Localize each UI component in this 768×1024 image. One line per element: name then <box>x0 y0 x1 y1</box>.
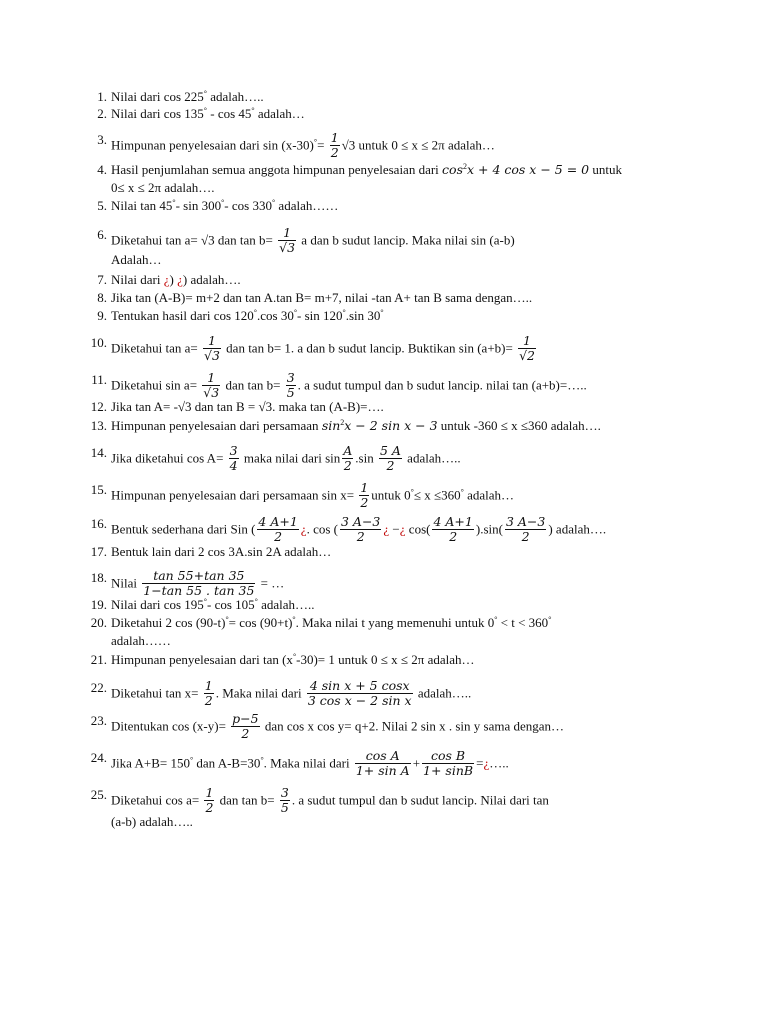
fraction <box>257 515 298 544</box>
text-run: + <box>412 755 421 771</box>
question-text <box>111 713 564 742</box>
question-number: 17. <box>90 544 107 559</box>
text-run: Diketahui sin a= <box>111 377 201 393</box>
text-run: ….. <box>489 755 509 771</box>
text-run: Nilai dari <box>111 272 164 287</box>
fraction-numerator: 1 <box>330 130 339 145</box>
question-text <box>111 272 241 287</box>
fraction-denominator: 2 <box>386 458 395 473</box>
superscript: ° <box>172 198 176 207</box>
question-number: 5. <box>97 198 107 213</box>
text-run: Diketahui tan a= <box>111 340 201 356</box>
question-text <box>111 372 587 401</box>
question-text <box>111 335 538 364</box>
superscript: ° <box>221 198 225 207</box>
superscript: ° <box>380 308 384 317</box>
fraction-denominator: 2 <box>274 529 283 544</box>
math-expression: x − 2 sin x − 3 <box>344 418 438 433</box>
question-text <box>111 652 475 667</box>
unrendered-symbol: ¿ <box>383 521 390 537</box>
text-run: = cos (90+t) <box>228 615 293 630</box>
text-run: dan A-B=30 <box>193 755 261 771</box>
superscript: ° <box>293 308 298 317</box>
superscript: ° <box>225 615 229 624</box>
question-text <box>111 252 162 267</box>
question-text <box>111 787 549 816</box>
question-text <box>111 516 606 545</box>
text-run: .sin 30 <box>345 308 381 323</box>
text-run: Nilai dari cos 225 <box>111 89 204 104</box>
question-number: 6. <box>97 227 107 242</box>
fraction-denominator: 2 <box>204 693 213 708</box>
question-text <box>111 180 215 195</box>
question-number: 3. <box>97 132 107 147</box>
fraction-numerator: 1 <box>360 480 369 495</box>
text-run: dan tan b= 1. a dan b sudut lancip. Buktikan sin (a+b)= <box>222 340 517 356</box>
text-run: .sin <box>355 450 377 466</box>
question-text <box>111 418 601 433</box>
text-run: ) <box>169 272 178 287</box>
text-run: ) adalah…. <box>182 272 241 287</box>
fraction-numerator: 3 A−3 <box>505 514 546 529</box>
question-text <box>111 544 331 559</box>
text-run: 0≤ x ≤ 2π adalah…. <box>111 180 215 195</box>
text-run: Diketahui 2 cos (90-t) <box>111 615 226 630</box>
superscript: ° <box>203 106 207 115</box>
fraction-numerator: 1 <box>205 785 214 800</box>
superscript: ° <box>292 652 297 661</box>
fraction-denominator: 1−tan 55 . tan 35 <box>143 583 255 598</box>
question-number: 15. <box>90 482 107 497</box>
text-run: Bentuk lain dari 2 cos 3A.sin 2A adalah… <box>111 544 332 559</box>
text-run: Bentuk sederhana dari Sin ( <box>111 521 256 537</box>
fraction <box>229 444 239 473</box>
superscript: 2 <box>340 418 345 427</box>
fraction <box>202 371 220 400</box>
text-run: Nilai dari cos 195 <box>111 597 204 612</box>
text-run: = <box>476 755 484 771</box>
fraction-denominator: 2 <box>356 529 365 544</box>
text-run: − <box>389 521 400 537</box>
fraction-denominator: 2 <box>360 495 369 510</box>
fraction-denominator: 4 <box>229 458 238 473</box>
fraction-numerator: p−5 <box>232 711 259 726</box>
fraction-numerator: 4 sin x + 5 cosx <box>307 679 413 694</box>
fraction-denominator: 3 cos x − 2 sin x <box>307 693 412 708</box>
superscript: ° <box>292 615 296 624</box>
superscript: ° <box>410 487 414 497</box>
text-run: Himpunan penyelesaian dari persamaan <box>111 418 322 433</box>
text-run: (a-b) adalah….. <box>111 814 193 829</box>
superscript: ° <box>271 198 276 207</box>
fraction-denominator: 2 <box>330 145 339 160</box>
question-number: 11. <box>91 372 107 387</box>
text-run: Nilai dari cos 135 <box>111 106 204 121</box>
fraction <box>142 569 255 598</box>
text-run: adalah… <box>254 106 305 121</box>
fraction-numerator: 4 A+1 <box>258 514 298 529</box>
text-run: adalah….. <box>207 89 264 104</box>
question-number: 24. <box>90 750 107 765</box>
text-run: . cos ( <box>306 521 338 537</box>
unrendered-symbol: ¿ <box>163 272 170 287</box>
text-run: Jika tan A= -√3 dan tan B = √3. maka tan (A-B)=…. <box>111 399 384 414</box>
question-number: 23. <box>90 713 107 728</box>
question-text <box>111 162 622 177</box>
question-number: 21. <box>90 652 107 667</box>
superscript: ° <box>254 597 258 606</box>
text-run: - cos 330 <box>224 198 272 213</box>
question-number: 4. <box>97 162 107 177</box>
text-run: Tentukan hasil dari cos 120 <box>111 308 254 323</box>
fraction-denominator: 2 <box>343 458 352 473</box>
question-number: 12. <box>90 399 107 414</box>
fraction-denominator: 1+ sinB <box>423 763 474 778</box>
text-run: adalah….. <box>257 597 315 612</box>
question-text <box>111 399 384 414</box>
text-run: Himpunan penyelesaian dari tan (x <box>111 652 293 667</box>
fraction-denominator: 2 <box>241 726 250 741</box>
fraction-denominator: 2 <box>205 800 214 815</box>
superscript: ° <box>203 597 207 606</box>
text-run: Himpunan penyelesaian dari sin (x-30) <box>111 137 314 153</box>
fraction-numerator: 4 A+1 <box>433 514 473 529</box>
fraction-numerator: cos B <box>422 749 474 764</box>
question-text <box>111 132 495 161</box>
question-text <box>111 290 532 305</box>
superscript: ° <box>251 106 255 115</box>
fraction-denominator: 2 <box>449 529 458 544</box>
text-run: ).sin( <box>475 521 503 537</box>
fraction <box>204 786 214 815</box>
math-expression: cos <box>442 162 463 177</box>
text-run: -30)= 1 untuk 0 ≤ x ≤ 2π adalah… <box>296 652 475 667</box>
fraction-denominator: 5 <box>280 800 289 815</box>
superscript: 2 <box>463 162 467 171</box>
fraction-denominator: 1+ sin A <box>355 763 410 778</box>
superscript: ° <box>253 308 257 317</box>
text-run: untuk -360 ≤ x ≤360 adalah…. <box>437 418 601 433</box>
fraction-denominator: √3 <box>279 240 296 255</box>
fraction <box>231 712 259 741</box>
question-text <box>111 680 471 709</box>
text-run: - cos 45 <box>207 106 252 121</box>
text-run: Nilai <box>111 575 141 591</box>
text-run: adalah….. <box>403 450 461 466</box>
fraction-denominator: √3 <box>203 385 220 400</box>
question-text <box>111 597 315 612</box>
question-number: 9. <box>97 308 107 323</box>
fraction <box>422 749 474 778</box>
fraction-numerator: tan 55+tan 35 <box>142 569 255 584</box>
fraction-numerator: 3 <box>229 443 238 458</box>
text-run: cos( <box>405 521 431 537</box>
text-run: untuk 0 <box>371 487 411 503</box>
text-run: √3 untuk 0 ≤ x ≤ 2π adalah… <box>341 137 495 153</box>
fraction-numerator: A <box>343 443 353 458</box>
fraction-numerator: 1 <box>204 678 213 693</box>
text-run: = … <box>257 575 285 591</box>
text-run: . Maka nilai t yang memenuhi untuk 0 <box>295 615 495 630</box>
superscript: ° <box>548 615 552 624</box>
fraction <box>203 334 221 363</box>
fraction-numerator: 1 <box>518 334 536 349</box>
fraction-numerator: 1 <box>278 226 296 241</box>
fraction <box>355 749 411 778</box>
fraction-numerator: 1 <box>203 334 221 349</box>
text-run: .cos 30 <box>256 308 294 323</box>
fraction <box>505 515 546 544</box>
text-run: Ditentukan cos (x-y)= <box>111 718 230 734</box>
text-run: . Maka nilai dari <box>215 685 305 701</box>
text-run: dan cos x cos y= q+2. Nilai 2 sin x . sin y sama dengan… <box>261 718 565 734</box>
text-run: Jika diketahui cos A= <box>111 450 227 466</box>
fraction-numerator: 3 <box>280 785 289 800</box>
fraction <box>359 481 369 510</box>
text-run: Hasil penjumlahan semua anggota himpunan penyelesaian dari <box>111 162 443 177</box>
question-number: 25. <box>90 787 107 802</box>
text-run: Jika A+B= 150 <box>111 755 190 771</box>
question-number: 1. <box>97 89 107 104</box>
question-text <box>111 106 305 121</box>
fraction-denominator: 2 <box>521 529 530 544</box>
text-run: untuk <box>589 162 622 177</box>
fraction-denominator: √2 <box>519 348 535 363</box>
text-run: maka nilai dari sin <box>240 450 341 466</box>
question-text <box>111 633 171 648</box>
unrendered-symbol: ¿ <box>300 521 307 537</box>
text-run: = <box>317 137 328 153</box>
question-number: 8. <box>97 290 107 305</box>
superscript: ° <box>494 615 498 624</box>
fraction-denominator: 5 <box>286 385 295 400</box>
text-run: Diketahui tan x= <box>111 685 202 701</box>
text-run: Adalah… <box>111 252 162 267</box>
text-run: - cos 105 <box>207 597 255 612</box>
question-number: 19. <box>90 597 107 612</box>
question-text <box>111 570 284 599</box>
question-text <box>111 198 338 213</box>
math-expression: x + 4 cos x − 5 = 0 <box>467 162 590 177</box>
superscript: ° <box>460 487 464 497</box>
unrendered-symbol: ¿ <box>177 272 183 287</box>
text-run: . a sudut tumpul dan b sudut lancip. nilai tan (a+b)=….. <box>297 377 587 393</box>
text-run: . a sudut tumpul dan b sudut lancip. Nilai dari tan <box>291 792 549 808</box>
unrendered-symbol: ¿ <box>399 521 406 537</box>
text-run: Diketahui cos a= <box>111 792 203 808</box>
text-run: . Maka nilai dari <box>263 755 353 771</box>
fraction <box>379 444 402 473</box>
text-run: < t < 360 <box>497 615 549 630</box>
question-text <box>111 227 515 256</box>
fraction <box>307 679 413 708</box>
superscript: ° <box>313 137 318 147</box>
text-run: Nilai tan 45 <box>111 198 173 213</box>
question-number: 16. <box>90 516 107 531</box>
fraction <box>280 786 290 815</box>
text-run: Himpunan penyelesaian dari persamaan sin x= <box>111 487 358 503</box>
question-text <box>111 89 264 104</box>
question-text <box>111 750 509 779</box>
text-run: dan tan b= <box>222 377 284 393</box>
question-text <box>111 814 193 829</box>
fraction <box>286 371 296 400</box>
fraction <box>330 131 340 160</box>
question-number: 10. <box>90 335 107 350</box>
fraction <box>204 679 214 708</box>
fraction <box>342 444 353 473</box>
fraction <box>432 515 473 544</box>
fraction-numerator: 5 A <box>379 443 401 458</box>
fraction-numerator: 3 A−3 <box>341 514 381 529</box>
question-text <box>111 308 384 323</box>
question-number: 13. <box>90 418 107 433</box>
text-run: Jika tan (A-B)= m+2 dan tan A.tan B= m+7, nilai -tan A+ tan B sama dengan….. <box>111 290 533 305</box>
question-number: 18. <box>90 570 107 585</box>
text-run: adalah….. <box>414 685 472 701</box>
text-run: Diketahui tan a= √3 dan tan b= <box>111 232 277 248</box>
superscript: ° <box>189 755 194 765</box>
question-text <box>111 482 514 511</box>
fraction-numerator: 3 <box>286 370 295 385</box>
question-number: 14. <box>90 445 107 460</box>
text-run: ≤ x ≤360 <box>413 487 461 503</box>
fraction <box>340 515 381 544</box>
text-run: adalah… <box>463 487 514 503</box>
fraction-denominator: √3 <box>204 348 220 363</box>
text-run: ) adalah…. <box>548 521 607 537</box>
fraction <box>518 334 536 363</box>
question-number: 22. <box>90 680 107 695</box>
question-text <box>111 615 551 630</box>
question-number: 2. <box>97 106 107 121</box>
superscript: ° <box>260 755 264 765</box>
unrendered-symbol: ¿ <box>483 755 490 771</box>
fraction-numerator: cos A <box>355 749 411 764</box>
text-run: dan tan b= <box>216 792 278 808</box>
text-run: adalah…… <box>275 198 339 213</box>
fraction <box>278 226 296 255</box>
question-number: 20. <box>90 615 107 630</box>
math-expression: sin <box>321 418 341 433</box>
question-text <box>111 445 461 474</box>
question-number: 7. <box>97 272 107 287</box>
text-run: - sin 300 <box>175 198 222 213</box>
superscript: ° <box>203 89 207 98</box>
text-run: - sin 120 <box>297 308 343 323</box>
text-run: a dan b sudut lancip. Maka nilai sin (a-b) <box>298 232 515 248</box>
text-run: adalah…… <box>111 633 171 648</box>
superscript: ° <box>342 308 346 317</box>
fraction-numerator: 1 <box>202 371 220 386</box>
